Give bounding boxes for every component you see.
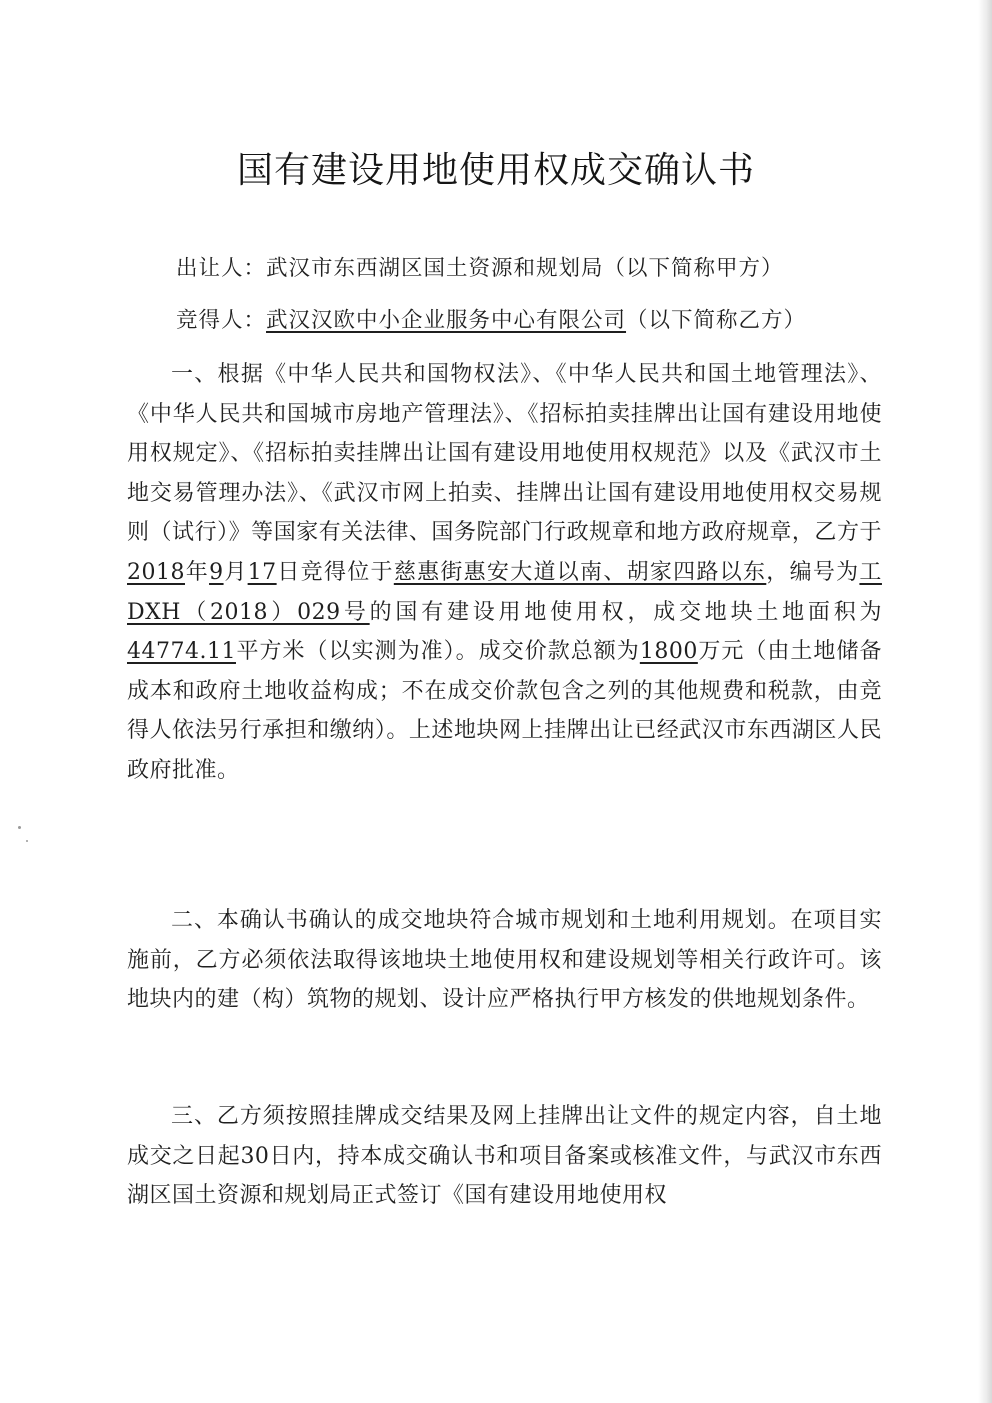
deal-year: 2018 bbox=[127, 559, 185, 585]
seller-line bbox=[176, 251, 896, 282]
seller-suffix: （以下简称甲方） bbox=[603, 256, 784, 281]
clause-1-text: 的国有建设用地使用权，成交地块土地面积为 bbox=[369, 599, 882, 625]
buyer-name: 武汉汉欧中小企业服务中心有限公司 bbox=[266, 308, 627, 333]
deal-month: 9 bbox=[209, 559, 224, 585]
clause-3: 三、乙方须按照挂牌成交结果及网上挂牌出让文件的规定内容，自土地成交之日起30日内，持本成交确认书和项目备案或核准文件，与武汉市东西湖区国土资源和规划局正式签订《国有建设用地使用权 bbox=[127, 1104, 882, 1209]
seller-name: 武汉市东西湖区国土资源和规划局 bbox=[266, 256, 604, 281]
scan-speck bbox=[26, 840, 28, 842]
clause-1-text: 平方米（以实测为准）。成交价款总额为 bbox=[235, 639, 640, 665]
clause-2: 二、本确认书确认的成交地块符合城市规划和土地利用规划。在项目实施前，乙方必须依法取得该地块土地使用权和建设规划等相关行政许可。该地块内的建（构）筑物的规划、设计应严格执行甲方核发的供地规划条件。 bbox=[127, 908, 882, 1013]
parcel-location: 慈惠街惠安大道以南、胡家四路以东 bbox=[393, 559, 767, 585]
parcel-area: 44774.11 bbox=[127, 639, 236, 665]
clause-1-text: 一、根据《中华人民共和国物权法》、《中华人民共和国土地管理法》、《中华人民共和国城市房地产管理法》、《招标拍卖挂牌出让国有建设用地使用权规定》、《招标拍卖挂牌出让国有建设用地使用权规范》以及《武汉市土地交易管理办法》、《武汉市网上拍卖、挂牌出让国有建设用地使用权交易规则（试行）》等国家有关法律、国务院部门行政规章和地方政府规章，乙方于 bbox=[127, 362, 882, 546]
buyer-line bbox=[176, 303, 896, 334]
clause-1-text: 日竞得位于 bbox=[276, 559, 394, 585]
document-title: 国有建设用地使用权成交确认书 bbox=[236, 150, 755, 191]
clause-1-text: 年 bbox=[185, 559, 210, 585]
scan-page-edge bbox=[978, 0, 992, 1403]
clause-1 bbox=[127, 355, 882, 791]
deal-price: 1800 bbox=[639, 639, 698, 665]
clause-1-text: ，编号为 bbox=[766, 559, 860, 585]
parcel-number: 工DXH（2018）029号 bbox=[127, 559, 882, 625]
clause-1-text: 万元（由土地储备成本和政府土地收益构成；不在成交价款包含之列的其他规费和税款，由竞得人依法另行承担和缴纳）。上述地块网上挂牌出让已经武汉市东西湖区人民政府批准。 bbox=[127, 639, 882, 783]
deal-day: 17 bbox=[247, 559, 277, 585]
buyer-suffix: （以下简称乙方） bbox=[626, 308, 807, 333]
clause-1-text: 月 bbox=[223, 559, 248, 585]
scan-speck bbox=[18, 826, 21, 829]
buyer-label: 竞得人： bbox=[176, 308, 267, 333]
seller-label: 出让人： bbox=[176, 256, 267, 281]
